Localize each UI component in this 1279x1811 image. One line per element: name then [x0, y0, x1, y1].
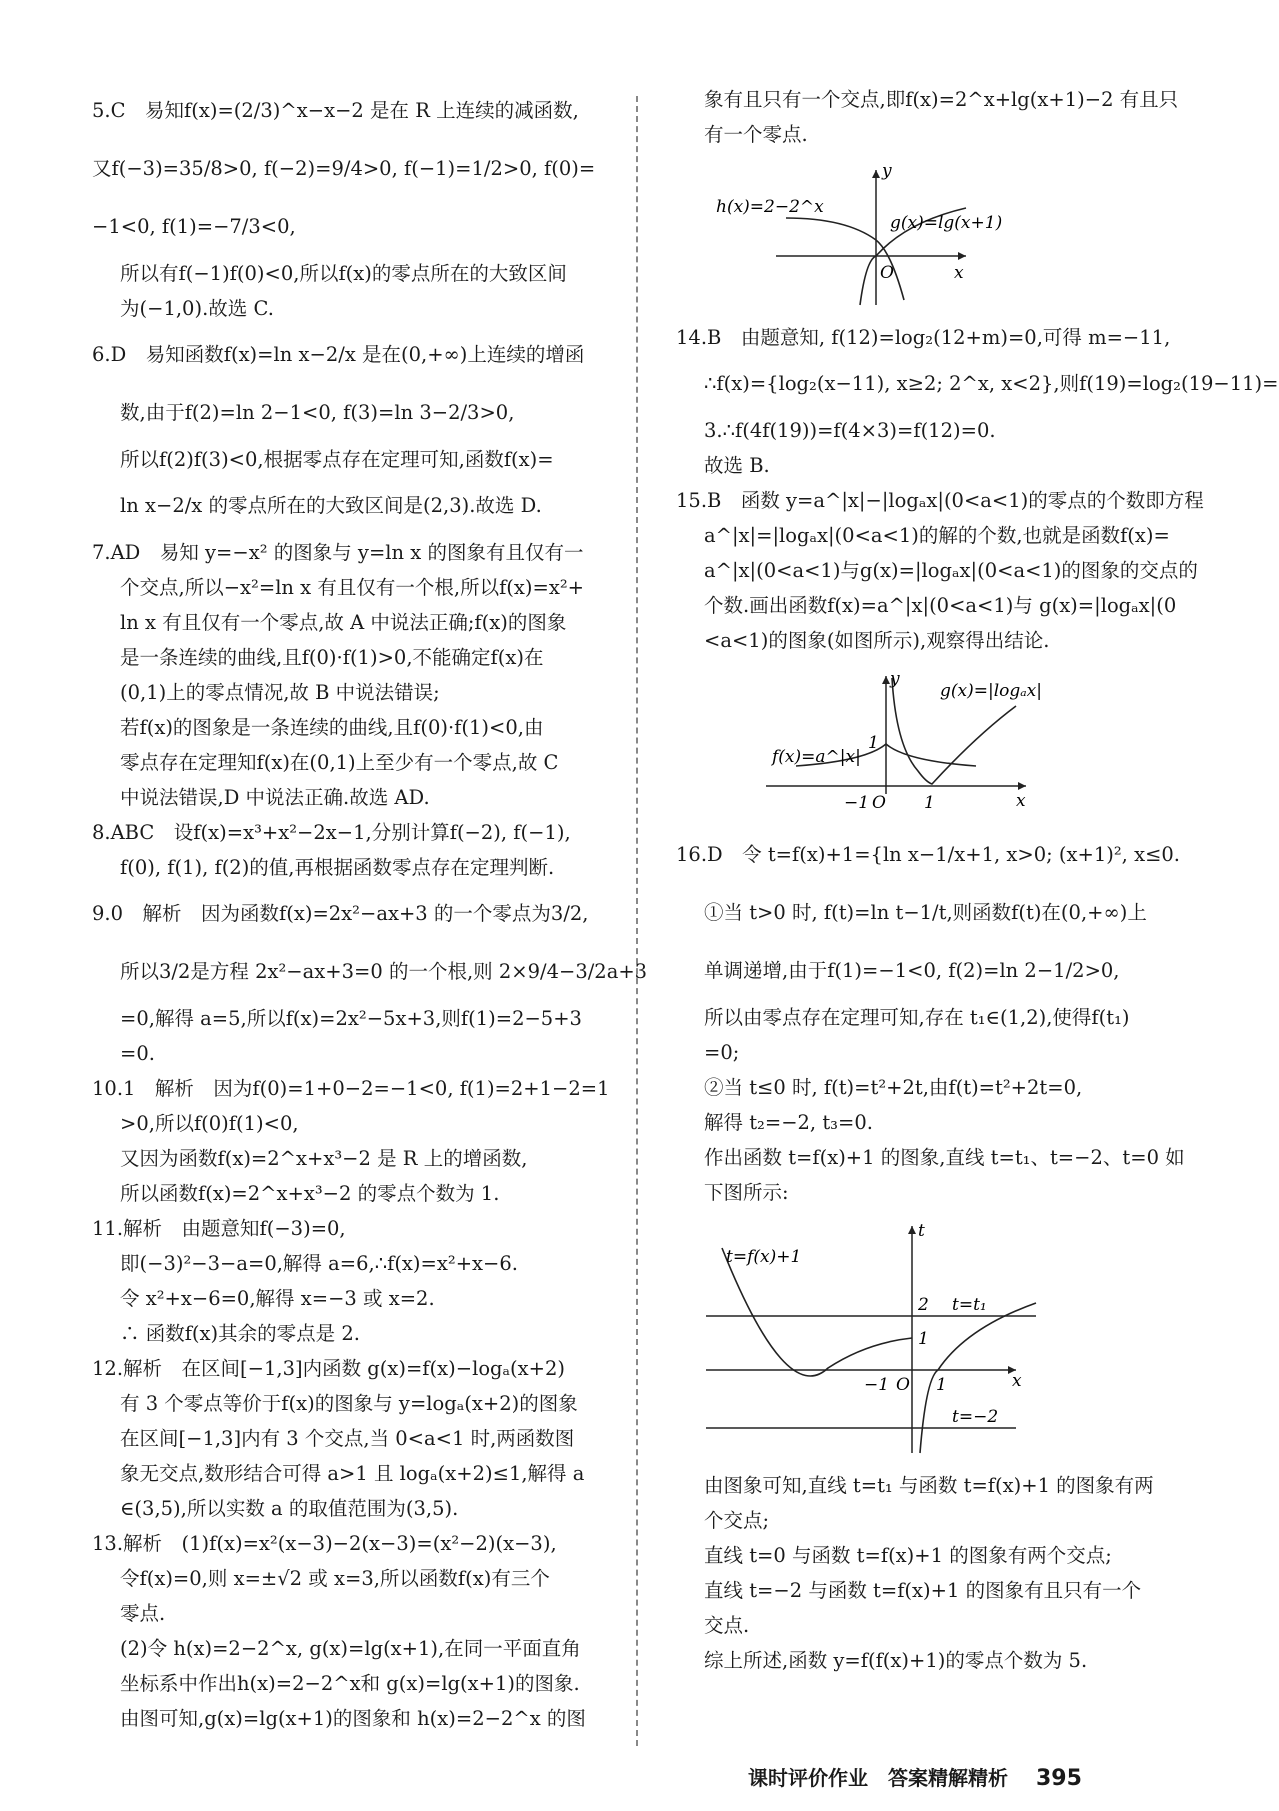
- text-line: 令f(x)=0,则 x=±√2 或 x=3,所以函数f(x)有三个: [120, 1567, 550, 1590]
- text-line: 作出函数 t=f(x)+1 的图象,直线 t=t₁、t=−2、t=0 如: [704, 1146, 1185, 1169]
- text-line: 所以f(2)f(3)<0,根据零点存在定理可知,函数f(x)=: [120, 448, 554, 471]
- fig3-two-label: 2: [918, 1295, 929, 1315]
- text-line: 6.D 易知函数f(x)=ln x−2/x 是在(0,+∞)上连续的增函: [92, 343, 585, 366]
- fig3-tm2-label: t=−2: [952, 1407, 999, 1427]
- fig3-curve-label: t=f(x)+1: [726, 1247, 802, 1267]
- text-line: a^|x|=|logₐx|(0<a<1)的解的个数,也就是函数f(x)=: [704, 524, 1170, 547]
- text-line: 所以有f(−1)f(0)<0,所以f(x)的零点所在的大致区间: [120, 262, 567, 285]
- fig2-x-label: x: [1016, 791, 1026, 811]
- text-line: 交点.: [704, 1614, 750, 1637]
- text-line: 中说法错误,D 中说法正确.故选 AD.: [120, 786, 430, 809]
- text-line: =0,解得 a=5,所以f(x)=2x²−5x+3,则f(1)=2−5+3: [120, 1007, 582, 1030]
- text-line: 又f(−3)=35/8>0, f(−2)=9/4>0, f(−1)=1/2>0, f(0)=: [92, 157, 596, 180]
- text-line: ln x−2/x 的零点所在的大致区间是(2,3).故选 D.: [120, 494, 542, 517]
- fig2-one-y-label: 1: [868, 733, 879, 753]
- text-line: ①当 t>0 时, f(t)=ln t−1/t,则函数f(t)在(0,+∞)上: [704, 901, 1147, 924]
- column-divider: [636, 96, 638, 1746]
- text-line: 下图所示:: [704, 1181, 789, 1204]
- text-line: 所以3/2是方程 2x²−ax+3=0 的一个根,则 2×9/4−3/2a+3: [120, 960, 648, 983]
- figure-h-g-graph: [676, 160, 1170, 310]
- text-line: ∴ 函数f(x)其余的零点是 2.: [120, 1322, 360, 1345]
- text-line: >0,所以f(0)f(1)<0,: [120, 1112, 299, 1135]
- text-line: 个交点;: [704, 1509, 770, 1532]
- text-line: 3.∴f(4f(19))=f(4×3)=f(12)=0.: [704, 419, 996, 442]
- figure-f-g-graph: [676, 666, 1170, 816]
- text-line: 故选 B.: [704, 454, 770, 477]
- text-line: 所以函数f(x)=2^x+x³−2 的零点个数为 1.: [120, 1182, 500, 1205]
- text-line: =0.: [120, 1042, 155, 1065]
- text-line: 是一条连续的曲线,且f(0)·f(1)>0,不能确定f(x)在: [120, 646, 544, 669]
- text-line: 在区间[−1,3]内有 3 个交点,当 0<a<1 时,两函数图: [120, 1427, 575, 1450]
- text-line: 16.D 令 t=f(x)+1={ln x−1/x+1, x>0; (x+1)², x≤0.: [676, 843, 1181, 866]
- figure-t-graph: [676, 1218, 1170, 1458]
- text-line: 坐标系中作出h(x)=2−2^x和 g(x)=lg(x+1)的图象.: [120, 1672, 580, 1695]
- text-line: 综上所述,函数 y=f(f(x)+1)的零点个数为 5.: [704, 1649, 1088, 1672]
- right-column: [676, 82, 1279, 1678]
- text-line: 单调递增,由于f(1)=−1<0, f(2)=ln 2−1/2>0,: [704, 959, 1120, 982]
- text-line: 象有且只有一个交点,即f(x)=2^x+lg(x+1)−2 有且只: [704, 88, 1179, 111]
- fig2-f-label: f(x)=a^|x|: [772, 747, 861, 767]
- text-line: 9.0 解析 因为函数f(x)=2x²−ax+3 的一个零点为3/2,: [92, 902, 589, 925]
- fig3-one-label: 1: [918, 1329, 929, 1349]
- fig1-x-label: x: [954, 263, 964, 283]
- text-line: <a<1)的图象(如图所示),观察得出结论.: [704, 629, 1050, 652]
- text-line: 5.C 易知f(x)=(2/3)^x−x−2 是在 R 上连续的减函数,: [92, 99, 579, 122]
- fig2-origin-label: O: [872, 793, 886, 813]
- text-line: 直线 t=−2 与函数 t=f(x)+1 的图象有且只有一个: [704, 1579, 1142, 1602]
- text-line: 11.解析 由题意知f(−3)=0,: [92, 1217, 346, 1240]
- fig2-g-label: g(x)=|logₐx|: [940, 681, 1042, 701]
- fig3-neg-one-label: −1: [864, 1375, 890, 1395]
- footer-title: 课时评价作业 答案精解精析: [748, 1766, 1008, 1790]
- fig1-origin-label: O: [880, 263, 894, 283]
- text-line: 为(−1,0).故选 C.: [120, 297, 274, 320]
- text-line: (0,1)上的零点情况,故 B 中说法错误;: [120, 681, 440, 704]
- text-line: ∴f(x)={log₂(x−11), x≥2; 2^x, x<2},则f(19)=log₂(19−11)=: [704, 372, 1279, 395]
- fig3-origin-label: O: [896, 1375, 910, 1395]
- text-line: 8.ABC 设f(x)=x³+x²−2x−1,分别计算f(−2), f(−1),: [92, 821, 571, 844]
- fig3-t1-label: t=t₁: [952, 1295, 987, 1315]
- text-line: 零点.: [120, 1602, 166, 1625]
- fig2-y-label: y: [890, 669, 900, 689]
- text-line: 零点存在定理知f(x)在(0,1)上至少有一个零点,故 C: [120, 751, 559, 774]
- text-line: =0;: [704, 1041, 740, 1064]
- text-line: 令 x²+x−6=0,解得 x=−3 或 x=2.: [120, 1287, 435, 1310]
- text-line: −1<0, f(1)=−7/3<0,: [92, 215, 296, 238]
- fig3-t-label: t: [918, 1221, 925, 1241]
- text-line: 即(−3)²−3−a=0,解得 a=6,∴f(x)=x²+x−6.: [120, 1252, 518, 1275]
- fig1-y-label: y: [882, 161, 892, 181]
- fig3-x-label: x: [1012, 1371, 1022, 1391]
- text-line: ②当 t≤0 时, f(t)=t²+2t,由f(t)=t²+2t=0,: [704, 1076, 1083, 1099]
- text-line: a^|x|(0<a<1)与g(x)=|logₐx|(0<a<1)的图象的交点的: [704, 559, 1198, 582]
- text-line: 个交点,所以−x²=ln x 有且仅有一个根,所以f(x)=x²+: [120, 576, 585, 599]
- text-line: f(0), f(1), f(2)的值,再根据函数零点存在定理判断.: [120, 856, 555, 879]
- text-line: 数,由于f(2)=ln 2−1<0, f(3)=ln 3−2/3>0,: [120, 401, 515, 424]
- fig1-h-label: h(x)=2−2^x: [716, 197, 824, 217]
- text-line: 由图可知,g(x)=lg(x+1)的图象和 h(x)=2−2^x 的图: [120, 1707, 586, 1730]
- text-line: 10.1 解析 因为f(0)=1+0−2=−1<0, f(1)=2+1−2=1: [92, 1077, 610, 1100]
- text-line: 7.AD 易知 y=−x² 的图象与 y=ln x 的图象有且仅有一: [92, 541, 584, 564]
- text-line: ∈(3,5),所以实数 a 的取值范围为(3,5).: [120, 1497, 459, 1520]
- text-line: 象无交点,数形结合可得 a>1 且 logₐ(x+2)≤1,解得 a: [120, 1462, 585, 1485]
- page-footer: [748, 1762, 1082, 1791]
- text-line: 13.解析 (1)f(x)=x²(x−3)−2(x−3)=(x²−2)(x−3),: [92, 1532, 557, 1555]
- text-line: 由图象可知,直线 t=t₁ 与函数 t=f(x)+1 的图象有两: [704, 1474, 1154, 1497]
- text-line: 又因为函数f(x)=2^x+x³−2 是 R 上的增函数,: [120, 1147, 528, 1170]
- text-line: 15.B 函数 y=a^|x|−|logₐx|(0<a<1)的零点的个数即方程: [676, 489, 1204, 512]
- text-line: 直线 t=0 与函数 t=f(x)+1 的图象有两个交点;: [704, 1544, 1112, 1567]
- text-line: 若f(x)的图象是一条连续的曲线,且f(0)·f(1)<0,由: [120, 716, 544, 739]
- text-line: 个数.画出函数f(x)=a^|x|(0<a<1)与 g(x)=|logₐx|(0: [704, 594, 1177, 617]
- text-line: 所以由零点存在定理可知,存在 t₁∈(1,2),使得f(t₁): [704, 1006, 1130, 1029]
- text-line: 12.解析 在区间[−1,3]内函数 g(x)=f(x)−logₐ(x+2): [92, 1357, 566, 1380]
- fig2-neg-one-label: −1: [844, 793, 870, 813]
- page-number: 395: [1036, 1766, 1082, 1791]
- text-line: ln x 有且仅有一个零点,故 A 中说法正确;f(x)的图象: [120, 611, 567, 634]
- fig2-one-x-label: 1: [924, 793, 935, 813]
- text-line: (2)令 h(x)=2−2^x, g(x)=lg(x+1),在同一平面直角: [120, 1637, 581, 1660]
- fig1-g-label: g(x)=lg(x+1): [890, 213, 1003, 233]
- text-line: 有一个零点.: [704, 123, 808, 146]
- text-line: 解得 t₂=−2, t₃=0.: [704, 1111, 873, 1134]
- text-line: 有 3 个零点等价于f(x)的图象与 y=logₐ(x+2)的图象: [120, 1392, 578, 1415]
- text-line: 14.B 由题意知, f(12)=log₂(12+m)=0,可得 m=−11,: [676, 326, 1171, 349]
- left-column: [92, 82, 648, 1736]
- fig3-one-x-label: 1: [936, 1375, 947, 1395]
